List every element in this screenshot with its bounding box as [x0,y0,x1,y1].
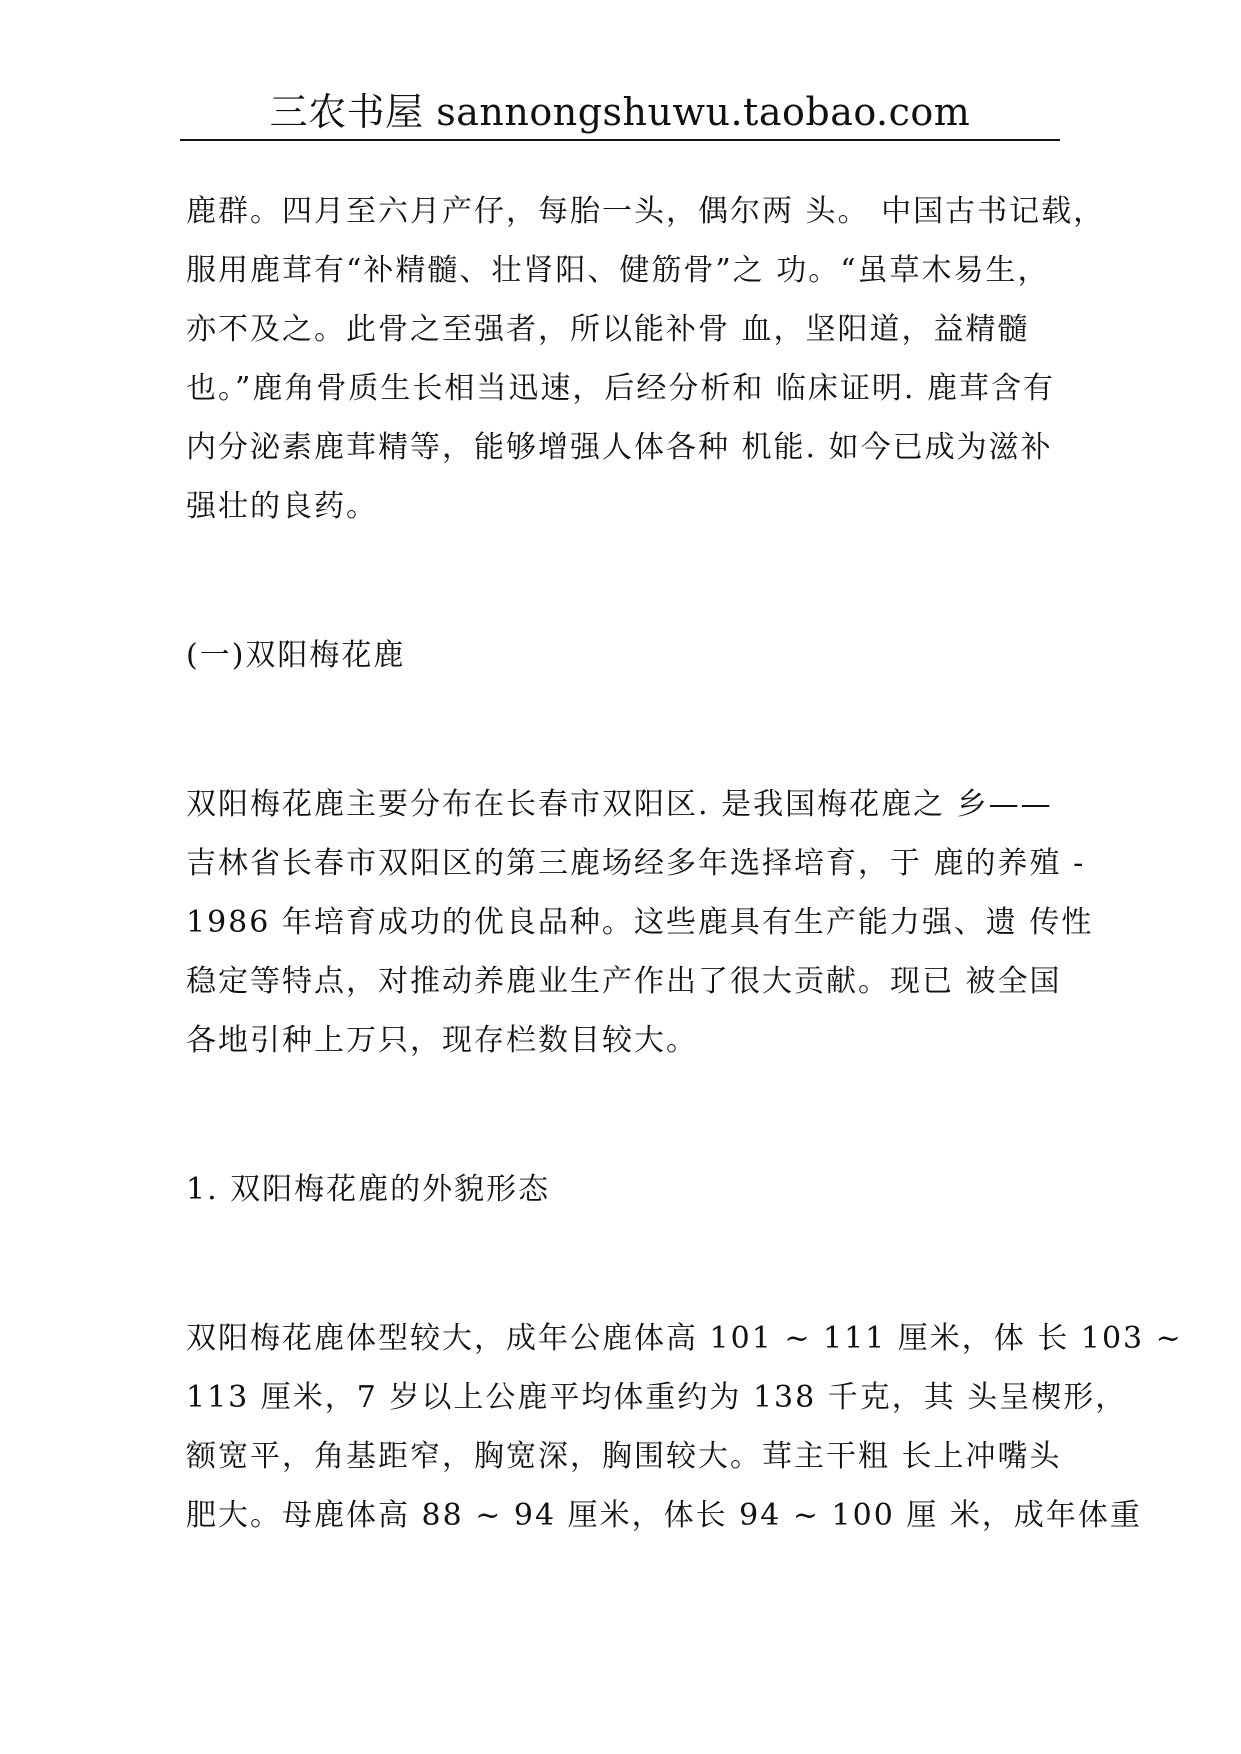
page-header-title: 三农书屋 sannongshuwu.taobao.com [269,90,971,134]
paragraph-body-measurements [186,1309,1183,1545]
text-line: 双阳梅花鹿体型较大，成年公鹿体高 101 ~ 111 厘米，体 长 103 ~ [186,1321,1183,1356]
text-line: 各地引种上万只，现存栏数目较大。 [186,1023,698,1058]
text-line: 鹿群。四月至六月产仔，每胎一头，偶尔两 头。 中国古书记载， [186,194,1106,229]
text-line: 额宽平，角基距窄，胸宽深，胸围较大。茸主干粗 长上冲嘴头 [186,1439,1062,1474]
text-line: 吉林省长春市双阳区的第三鹿场经多年选择培育，于 鹿的养殖 - [186,846,1086,881]
text-line: 肥大。母鹿体高 88 ~ 94 厘米，体长 94 ~ 100 厘 米，成年体重 [186,1498,1142,1533]
spacer [186,1070,1066,1160]
spacer [186,1219,1066,1309]
text-line: 稳定等特点，对推动养鹿业生产作出了很大贡献。现已 被全国 [186,964,1062,999]
paragraph-shuangyang-deer-origin [186,775,1094,1070]
text-line: 强壮的良药。 [186,489,378,524]
text-line: 双阳梅花鹿主要分布在长春市双阳区. 是我国梅花鹿之 乡—— [186,787,1053,822]
spacer [186,685,1066,775]
text-line: 113 厘米，7 岁以上公鹿平均体重约为 138 千克，其 头呈楔形， [186,1380,1128,1415]
document-body [186,182,1183,1545]
text-line: 服用鹿茸有“补精髓、壮肾阳、健筋骨”之 功。“虽草木易生， [186,253,1050,288]
subsection-heading-appearance: 1. 双阳梅花鹿的外貌形态 [186,1172,551,1207]
text-line: 内分泌素鹿茸精等，能够增强人体各种 机能. 如今已成为滋补 [186,430,1053,465]
text-line: 1986 年培育成功的优良品种。这些鹿具有生产能力强、遗 传性 [186,905,1094,940]
paragraph-deer-antler-benefits [186,182,1106,536]
text-line: 也。”鹿角骨质生长相当迅速，后经分析和 临床证明. 鹿茸含有 [186,371,1055,406]
text-line: 亦不及之。此骨之至强者，所以能补骨 血，坚阳道，益精髓 [186,312,1030,347]
header-divider [180,139,1060,141]
section-heading-shuangyang-deer: (一)双阳梅花鹿 [186,638,406,673]
spacer [186,536,1066,626]
